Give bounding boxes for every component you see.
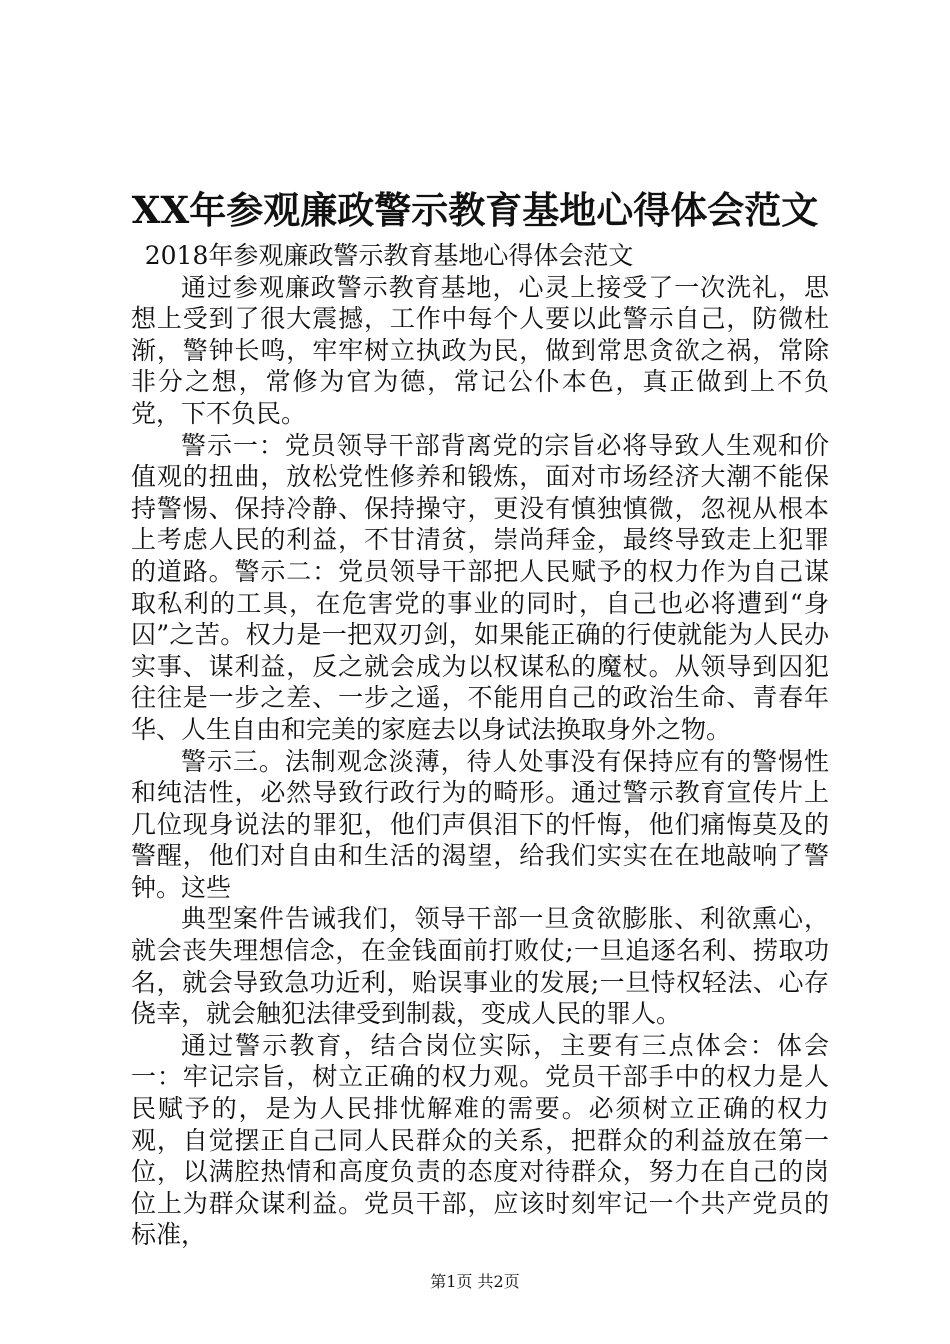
paragraph-3: 警示三。法制观念淡薄，待人处事没有保持应有的警惕性和纯洁性，必然导致行政行为的畸形。通过警示教育宣传片上几位现身说法的罪犯，他们声俱泪下的忏悔，他们痛悔莫及的警醒，他们对自由和生活的渴望，给我们实实在在地敲响了警钟。这些 (131, 746, 829, 902)
paragraph-2: 警示一：党员领导干部背离党的宗旨必将导致人生观和价值观的扭曲，放松党性修养和锻炼，面对市场经济大潮不能保持警惕、保持冷静、保持操守，更没有慎独慎微，忽视从根本上考虑人民的利益，不甘清贫，崇尚拜金，最终导致走上犯罪的道路。警示二：党员领导干部把人民赋予的权力作为自己谋取私利的工具，在危害党的事业的同时，自己也必将遭到“身囚”之苦。权力是一把双刃剑，如果能正确的行使就能为人民办实事、谋利益，反之就会成为以权谋私的魔杖。从领导到囚犯往往是一步之差、一步之遥，不能用自己的政治生命、青春年华、人生自由和完美的家庭去以身试法换取身外之物。 (131, 430, 829, 744)
document-title: XX年参观廉政警示教育基地心得体会范文 (131, 188, 819, 232)
paragraph-5: 通过警示教育，结合岗位实际，主要有三点体会：体会一：牢记宗旨，树立正确的权力观。党员干部手中的权力是人民赋予的，是为人民排忧解难的需要。必须树立正确的权力观，自觉摆正自己同人民群众的关系，把群众的利益放在第一位，以满腔热情和高度负责的态度对待群众，努力在自己的岗位上为群众谋利益。党员干部，应该时刻牢记一个共产党员的标准， (131, 1030, 829, 1250)
page-footer: 第1页 共2页 (430, 1272, 520, 1291)
document-subtitle: 2018年参观廉政警示教育基地心得体会范文 (144, 241, 634, 270)
paragraph-1: 通过参观廉政警示教育基地，心灵上接受了一次洗礼，思想上受到了很大震撼，工作中每个人要以此警示自己，防微杜渐，警钟长鸣，牢牢树立执政为民，做到常思贪欲之祸，常除非分之想，常修为官为德，常记公仆本色，真正做到上不负党，下不负民。 (131, 272, 829, 428)
paragraph-4: 典型案件告诫我们，领导干部一旦贪欲膨胀、利欲熏心，就会丧失理想信念，在金钱面前打败仗;一旦追逐名利、捞取功名，就会导致急功近利，贻误事业的发展;一旦恃权轻法、心存侥幸，就会触犯法律受到制裁，变成人民的罪人。 (131, 904, 829, 1029)
document-body (131, 240, 829, 1251)
